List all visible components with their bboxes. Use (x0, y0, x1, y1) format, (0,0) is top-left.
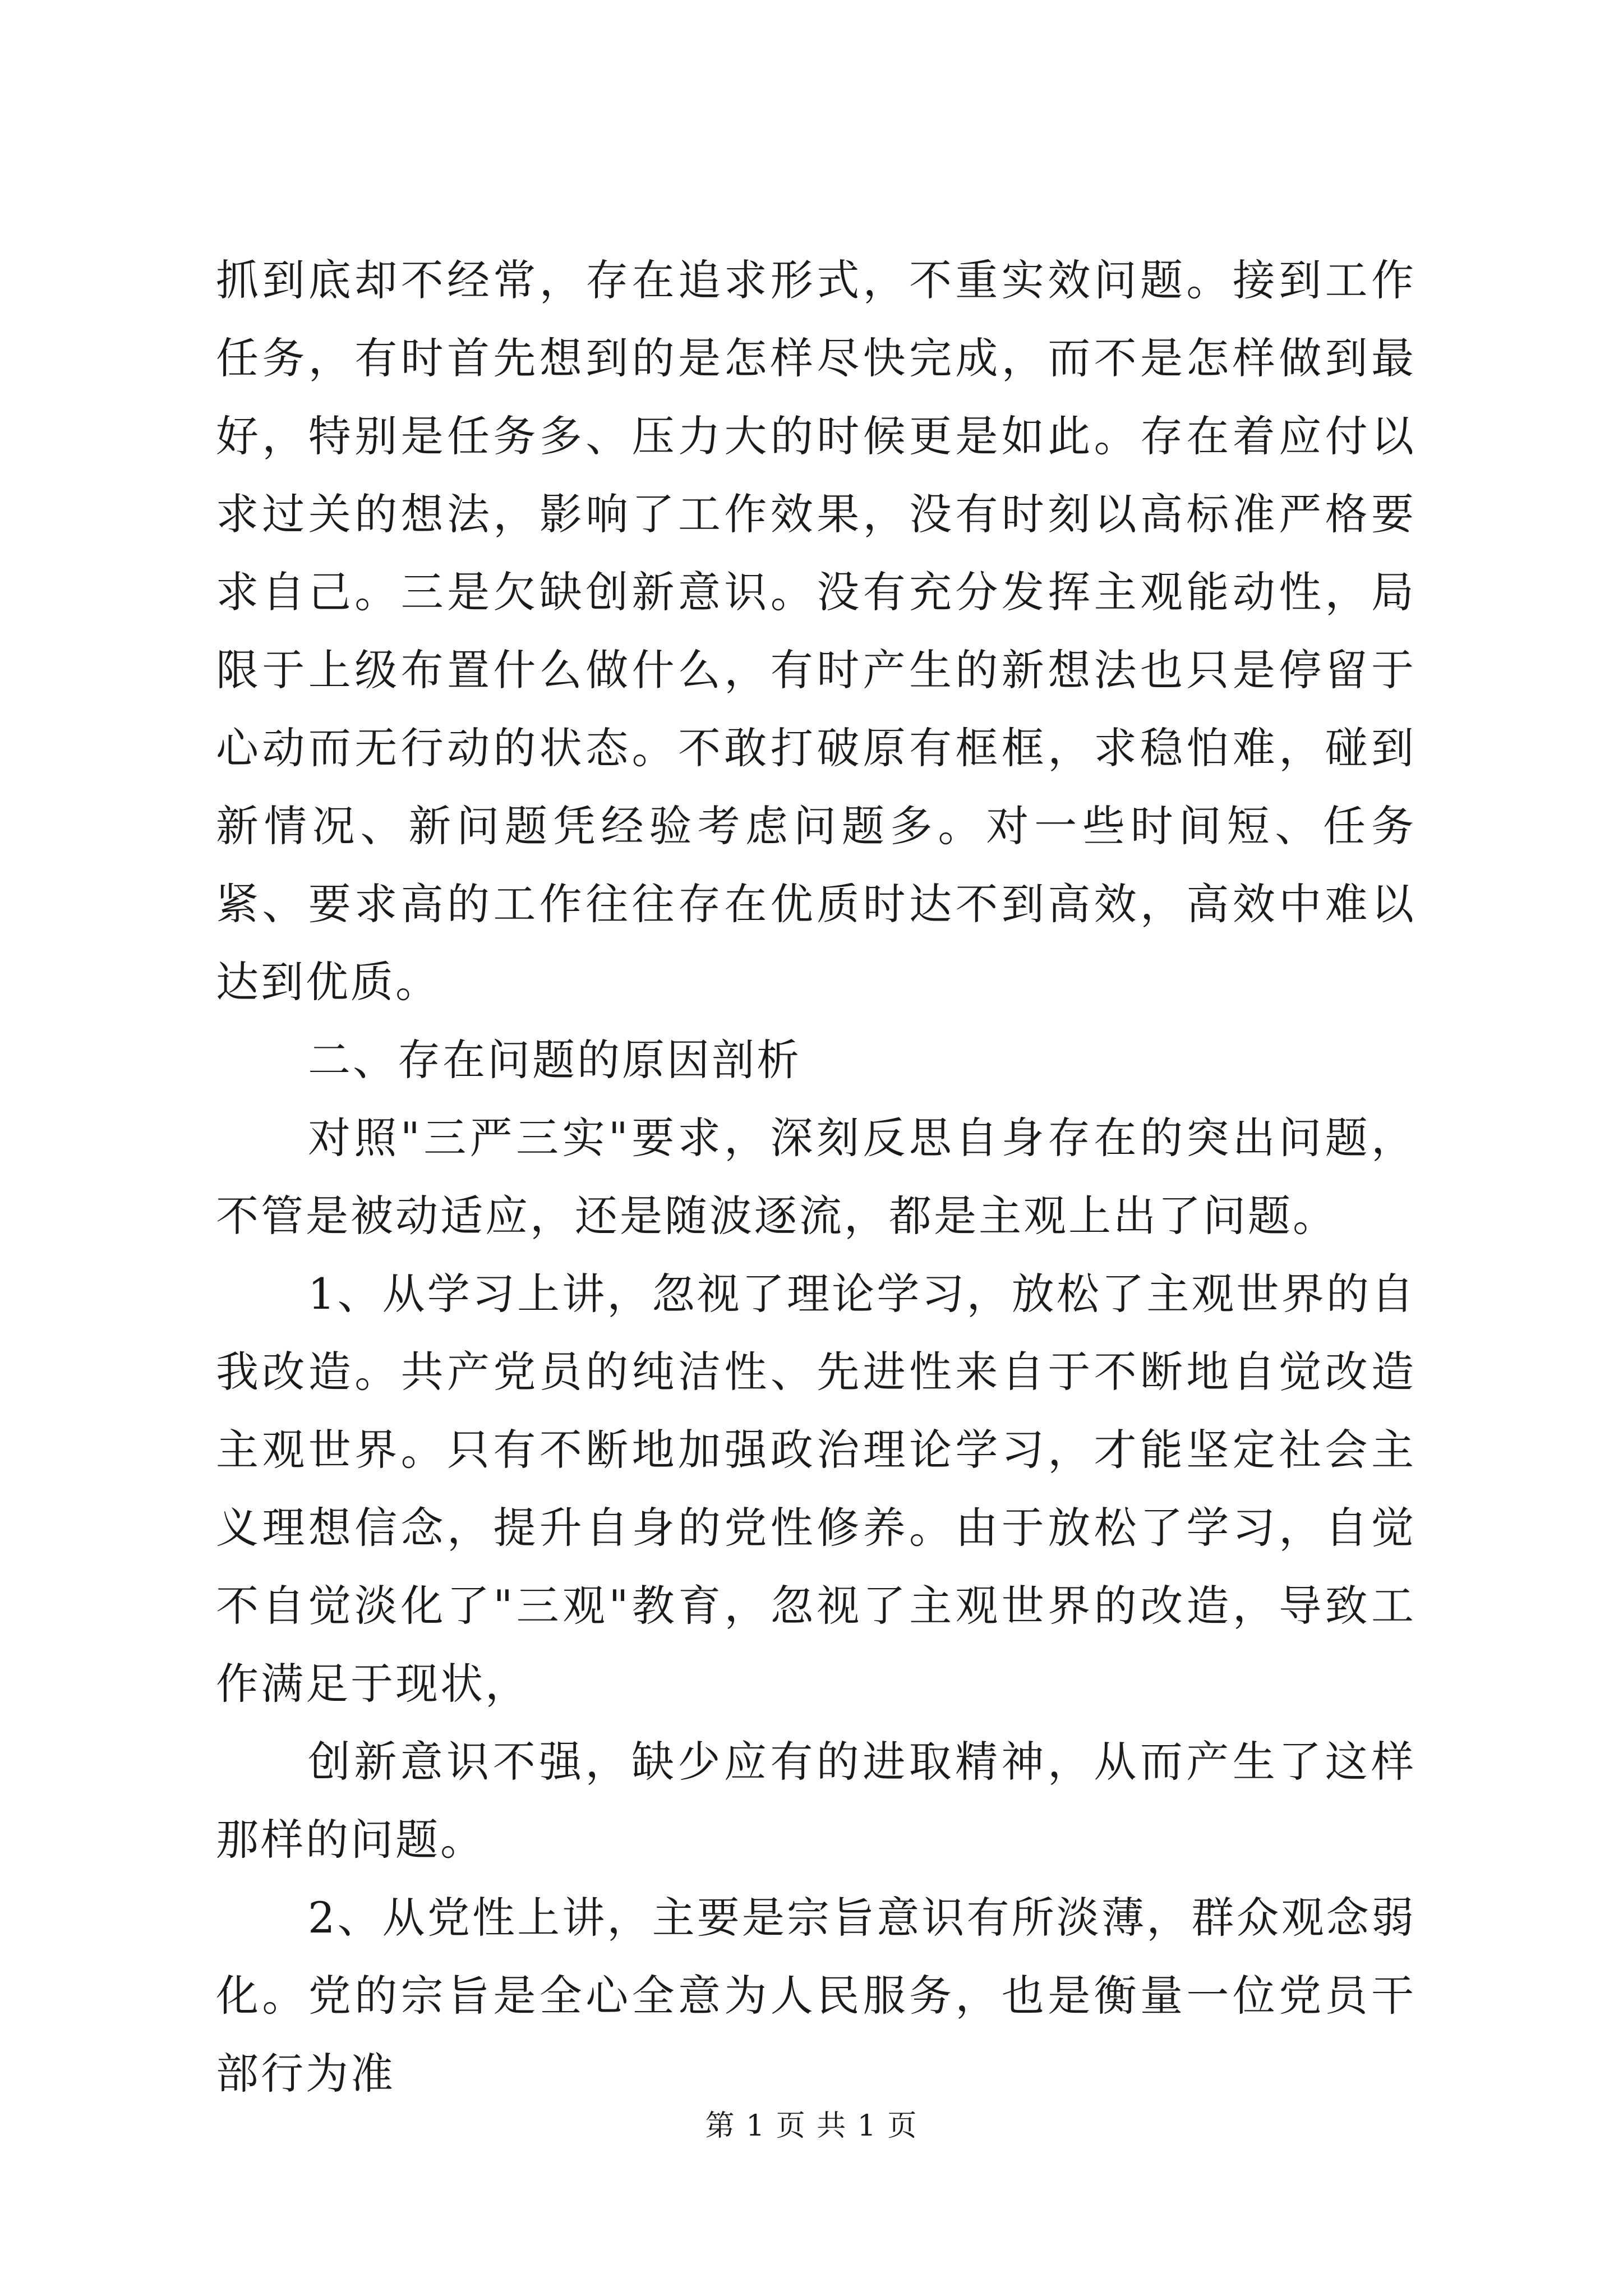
paragraph: 1、从学习上讲，忽视了理论学习，放松了主观世界的自我改造。共产党员的纯洁性、先进性来自于不断地自觉改造主观世界。只有不断地加强政治理论学习，才能坚定社会主义理想信念，提升自身的党性修养。由于放松了学习，自觉不自觉淡化了"三观"教育，忽视了主观世界的改造，导致工作满足于现状， (216, 1269, 1416, 1709)
section-heading: 二、存在问题的原因剖析 (308, 1035, 801, 1085)
paragraph-continuation: 抓到底却不经常，存在追求形式，不重实效问题。接到工作任务，有时首先想到的是怎样尽快完成，而不是怎样做到最好，特别是任务多、压力大的时候更是如此。存在着应付以求过关的想法，影响了工作效果，没有时刻以高标准严格要求自己。三是欠缺创新意识。没有充分发挥主观能动性，局限于上级布置什么做什么，有时产生的新想法也只是停留于心动而无行动的状态。不敢打破原有框框，求稳怕难，碰到新情况、新问题凭经验考虑问题多。对一些时间短、任务紧、要求高的工作往往存在优质时达不到高效，高效中难以达到优质。 (216, 255, 1416, 1007)
document-body (216, 241, 1416, 2113)
paragraph: 对照"三严三实"要求，深刻反思自身存在的突出问题，不管是被动适应，还是随波逐流，都是主观上出了问题。 (216, 1113, 1416, 1241)
paragraph: 创新意识不强，缺少应有的进取精神，从而产生了这样那样的问题。 (216, 1737, 1416, 1865)
paragraph: 2、从党性上讲，主要是宗旨意识有所淡薄，群众观念弱化。党的宗旨是全心全意为人民服务，也是衡量一位党员干部行为准 (216, 1893, 1416, 2099)
page-number-footer: 第 1 页 共 1 页 (705, 2109, 918, 2143)
